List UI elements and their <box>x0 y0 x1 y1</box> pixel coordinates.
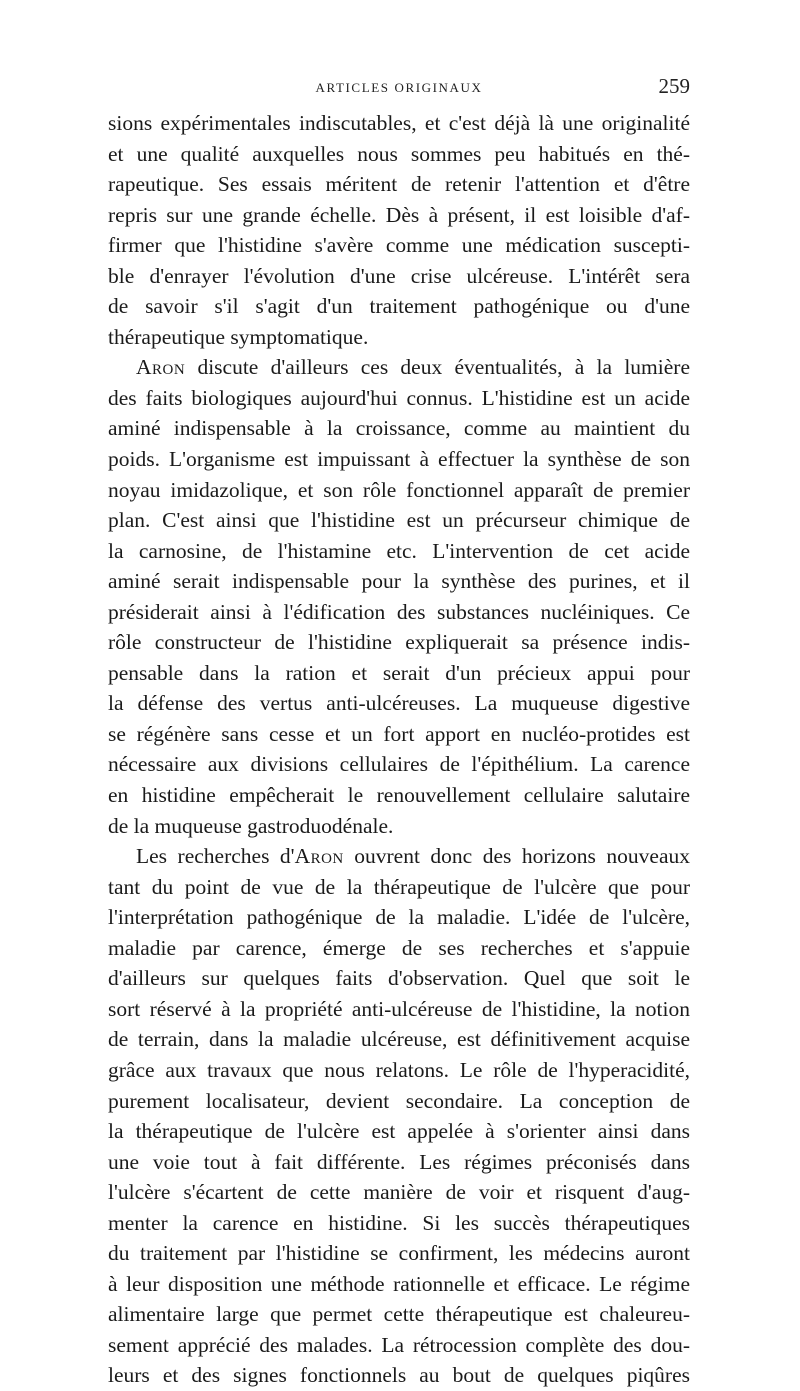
text-span: discute d'ailleurs ces deux éventualités, à la lumière <box>185 355 690 380</box>
text-line: purement localisateur, devient secondaire. La conception de <box>108 1088 690 1113</box>
text-line: de la muqueuse gastroduodénale. <box>108 813 394 838</box>
page-number: 259 <box>658 74 690 98</box>
text-line: en histidine empêcherait le renouvellement cellulaire salutaire <box>108 783 690 808</box>
text-line: ble d'enrayer l'évolution d'une crise ulcéreuse. L'intérêt sera <box>108 263 690 288</box>
text-line: sort réservé à la propriété anti-ulcéreuse de l'histidine, la notion <box>108 996 690 1021</box>
text-line: aminé indispensable à la croissance, comme au maintient du <box>108 416 690 441</box>
text-line: l'interprétation pathogénique de la maladie. L'idée de l'ulcère, <box>108 905 690 930</box>
text-line: la carnosine, de l'histamine etc. L'intervention de cet acide <box>108 538 690 563</box>
text-line <box>108 352 690 383</box>
text-line: aminé serait indispensable pour la synthèse des purines, et il <box>108 569 690 594</box>
text-line: se régénère sans cesse et un fort apport en nucléo-protides est <box>108 721 690 746</box>
text-line: maladie par carence, émerge de ses recherches et s'appuie <box>108 935 690 960</box>
text-line: rapeutique. Ses essais méritent de retenir l'attention et d'être <box>108 172 690 197</box>
text-line: noyau imidazolique, et son rôle fonctionnel apparaît de premier <box>108 477 690 502</box>
text-line: plan. C'est ainsi que l'histidine est un précurseur chimique de <box>108 508 690 533</box>
text-line: à leur disposition une méthode rationnelle et efficace. Le régime <box>108 1271 690 1296</box>
author-name: Aron <box>294 844 344 869</box>
text-line: du traitement par l'histidine se confirment, les médecins auront <box>108 1241 690 1266</box>
text-line: thérapeutique symptomatique. <box>108 324 369 349</box>
paragraph-2 <box>108 352 690 841</box>
text-line: rôle constructeur de l'histidine expliquerait sa présence indis- <box>108 630 690 655</box>
text-line: l'ulcère s'écartent de cette manière de voir et risquent d'aug- <box>108 1180 690 1205</box>
paragraph-1 <box>108 108 690 352</box>
text-line: et une qualité auxquelles nous sommes peu habitués en thé- <box>108 141 690 166</box>
text-line: la défense des vertus anti-ulcéreuses. La muqueuse digestive <box>108 691 690 716</box>
text-line <box>108 841 690 872</box>
text-line: poids. L'organisme est impuissant à effectuer la synthèse de son <box>108 447 690 472</box>
text-line: nécessaire aux divisions cellulaires de l'épithélium. La carence <box>108 752 690 777</box>
text-span: Les recherches d' <box>136 844 295 869</box>
running-head: ARTICLES ORIGINAUX <box>315 80 483 95</box>
text-line: sions expérimentales indiscutables, et c'est déjà là une originalité <box>108 111 690 135</box>
text-line: tant du point de vue de la thérapeutique de l'ulcère que pour <box>108 874 690 899</box>
paragraph-3 <box>108 841 690 1391</box>
text-line: alimentaire large que permet cette thérapeutique est chaleureu- <box>108 1302 690 1327</box>
text-line: des faits biologiques aujourd'hui connus. L'histidine est un acide <box>108 385 690 410</box>
text-line: la thérapeutique de l'ulcère est appelée à s'orienter ainsi dans <box>108 1119 690 1144</box>
text-line: menter la carence en histidine. Si les succès thérapeutiques <box>108 1210 690 1235</box>
page-header <box>108 72 690 100</box>
text-line: de savoir s'il s'agit d'un traitement pathogénique ou d'une <box>108 294 690 319</box>
text-line: grâce aux travaux que nous relatons. Le rôle de l'hyperacidité, <box>108 1057 690 1082</box>
text-line: une voie tout à fait différente. Les régimes préconisés dans <box>108 1149 690 1174</box>
text-line: pensable dans la ration et serait d'un précieux appui pour <box>108 660 690 685</box>
text-line: d'ailleurs sur quelques faits d'observation. Quel que soit le <box>108 966 690 991</box>
text-line: leurs et des signes fonctionnels au bout de quelques piqûres <box>108 1363 690 1388</box>
text-span: ouvrent donc des horizons nouveaux <box>343 844 690 869</box>
text-line: de terrain, dans la maladie ulcéreuse, est définitivement acquise <box>108 1027 690 1052</box>
text-line: repris sur une grande échelle. Dès à présent, il est loisible d'af- <box>108 202 690 227</box>
text-line: sement apprécié des malades. La rétrocession complète des dou- <box>108 1332 690 1357</box>
article-body <box>108 108 690 1391</box>
text-line: présiderait ainsi à l'édification des substances nucléiniques. Ce <box>108 599 690 624</box>
author-name: Aron <box>136 355 186 380</box>
text-line: firmer que l'histidine s'avère comme une médication suscepti- <box>108 233 690 258</box>
